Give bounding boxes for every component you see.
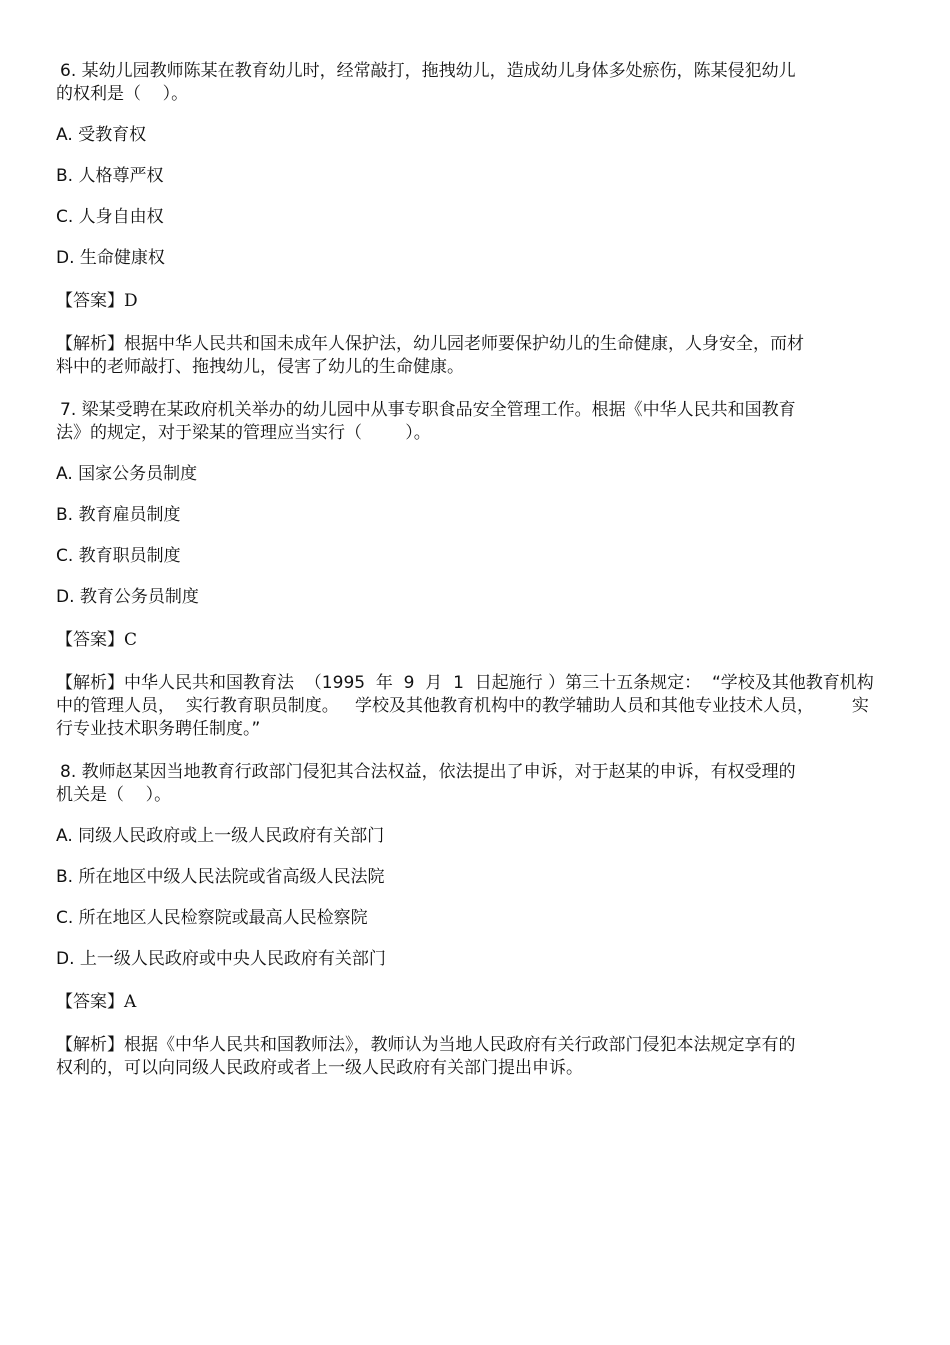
question-stem-line: 的权利是（ ）。 xyxy=(56,84,189,104)
option-c: C. 人身自由权 xyxy=(56,207,164,227)
option-a: A. 同级人民政府或上一级人民政府有关部门 xyxy=(56,826,385,846)
question-stem-line: 8. 教师赵某因当地教育行政部门侵犯其合法权益，依法提出了申诉，对于赵某的申诉，有权受理的 xyxy=(60,762,796,782)
answer-line xyxy=(56,290,896,313)
analysis-line: 行专业技术职务聘任制度。” xyxy=(56,719,261,739)
answer-line xyxy=(56,991,896,1014)
question-stem-line: 6. 某幼儿园教师陈某在教育幼儿时，经常敲打，拖拽幼儿，造成幼儿身体多处瘀伤，陈某侵犯幼儿 xyxy=(60,61,796,81)
document-page xyxy=(56,60,896,1080)
question-block-7 xyxy=(56,399,896,741)
analysis-line: 【解析】中华人民共和国教育法 （1995 年 9 月 1 日起施行 ）第三十五条规定： “学校及其他教育机构 xyxy=(56,673,874,693)
option-d: D. 教育公务员制度 xyxy=(56,587,199,607)
question-block-6 xyxy=(56,60,896,379)
question-stem-line: 机关是（ ）。 xyxy=(56,785,172,805)
answer-label: 【答案】 xyxy=(56,630,124,650)
option-d: D. 上一级人民政府或中央人民政府有关部门 xyxy=(56,949,386,969)
question-stem-line: 7. 梁某受聘在某政府机关举办的幼儿园中从事专职食品安全管理工作。根据《中华人民共和国教育 xyxy=(60,400,796,420)
option-c: C. 所在地区人民检察院或最高人民检察院 xyxy=(56,908,368,928)
analysis-line: 【解析】根据《中华人民共和国教师法》，教师认为当地人民政府有关行政部门侵犯本法规定享有的 xyxy=(56,1035,796,1055)
answer-label: 【答案】 xyxy=(56,291,124,311)
question-block-8 xyxy=(56,761,896,1080)
analysis-line: 权利的，可以向同级人民政府或者上一级人民政府有关部门提出申诉。 xyxy=(56,1058,583,1078)
option-b: B. 所在地区中级人民法院或省高级人民法院 xyxy=(56,867,385,887)
option-a: A. 受教育权 xyxy=(56,125,147,145)
analysis-line: 中的管理人员， 实行教育职员制度。 学校及其他教育机构中的教学辅助人员和其他专业技术人员， 实 xyxy=(56,696,869,716)
option-b: B. 教育雇员制度 xyxy=(56,505,181,525)
option-d: D. 生命健康权 xyxy=(56,248,165,268)
option-b: B. 人格尊严权 xyxy=(56,166,164,186)
analysis-line: 料中的老师敲打、拖拽幼儿，侵害了幼儿的生命健康。 xyxy=(56,357,464,377)
question-stem-line: 法》的规定，对于梁某的管理应当实行（ ）。 xyxy=(56,423,431,443)
option-c: C. 教育职员制度 xyxy=(56,546,181,566)
answer-value: D xyxy=(124,291,138,311)
option-a: A. 国家公务员制度 xyxy=(56,464,198,484)
answer-value: C xyxy=(124,630,138,650)
answer-line xyxy=(56,629,896,652)
answer-label: 【答案】 xyxy=(56,992,124,1012)
analysis-line: 【解析】根据中华人民共和国未成年人保护法，幼儿园老师要保护幼儿的生命健康，人身安全，而材 xyxy=(56,334,804,354)
answer-value: A xyxy=(124,992,137,1012)
